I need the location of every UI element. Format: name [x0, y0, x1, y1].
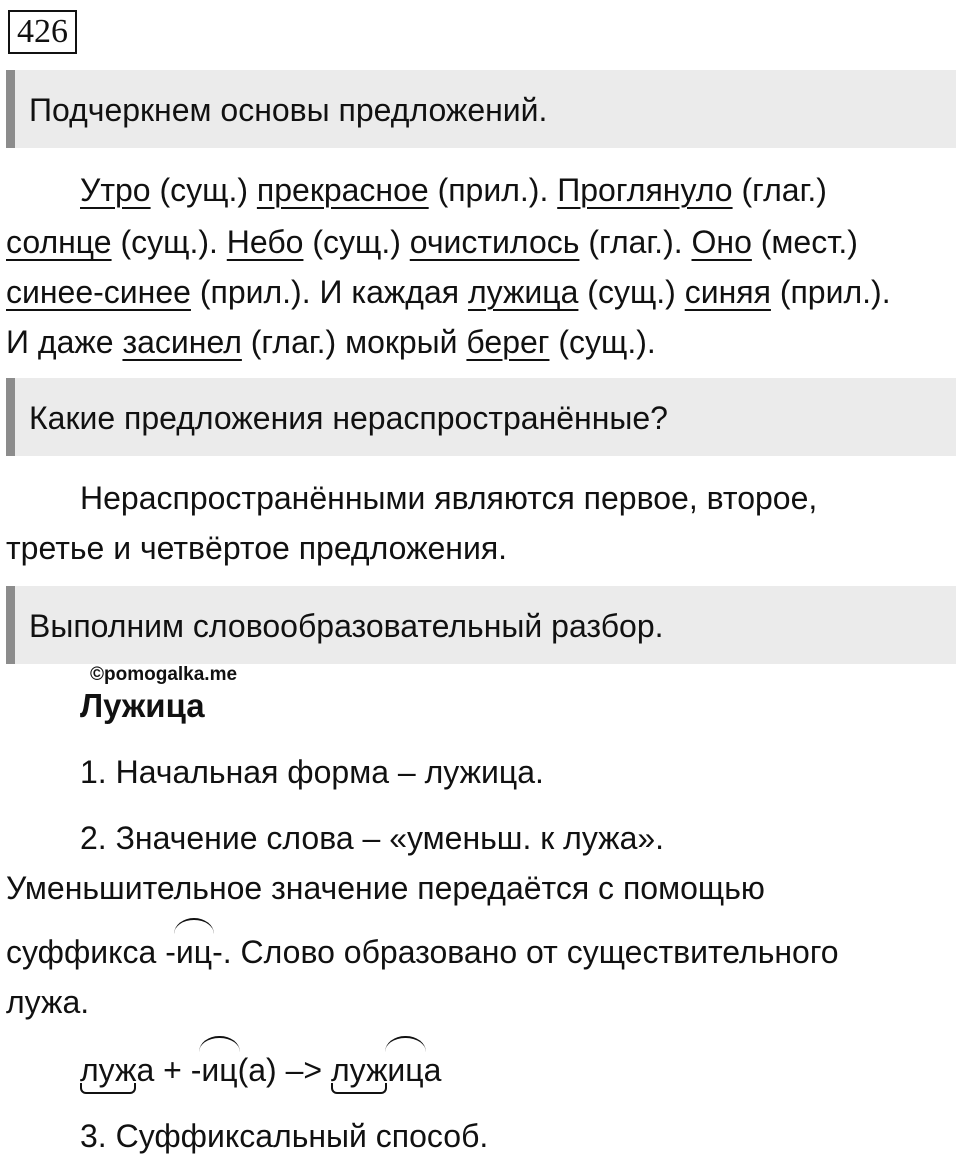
derivation-formula: лужа + -иц(а) –> лужица [80, 1052, 442, 1088]
question-2-text: Какие предложения нераспространённые? [29, 400, 668, 436]
suffix-mark: иц [201, 1052, 238, 1088]
question-bar-2 [6, 378, 956, 456]
sentence-line-1: Утро (сущ.) прекрасное (прил.). Проглянуло (глаг.) [80, 172, 827, 208]
suffix-mark: иц [175, 934, 213, 970]
answer-2-line-2: третье и четвёртое предложения. [6, 530, 508, 566]
sentence-line-4: И даже засинел (глаг.) мокрый берег (сущ.). [6, 324, 656, 360]
watermark: ©pomogalka.me [90, 664, 238, 685]
sentence-line-2: солнце (сущ.). Небо (сущ.) очистилось (глаг.). Оно (мест.) [6, 224, 858, 260]
root-mark: луж [330, 1052, 388, 1088]
point-2-line-4: лужа. [6, 984, 90, 1020]
root-mark: луж [80, 1052, 137, 1088]
question-3-text: Выполним словообразовательный разбор. [29, 608, 664, 644]
question-bar-3 [6, 586, 956, 664]
task-number: 426 [8, 10, 77, 54]
point-2-line-3: суффикса -иц-. Слово образовано от существительного [6, 934, 839, 970]
question-1-text: Подчеркнем основы предложений. [29, 92, 548, 128]
point-2-line-2: Уменьшительное значение передаётся с помощью [6, 870, 765, 906]
point-3: 3. Суффиксальный способ. [80, 1118, 489, 1154]
question-bar-1 [6, 70, 956, 148]
word-title: Лужица [80, 687, 205, 724]
answer-2-line-1: Нераспространёнными являются первое, второе, [80, 480, 818, 516]
sentence-line-3: синее-синее (прил.). И каждая лужица (сущ.) синяя (прил.). [6, 274, 891, 310]
point-2-line-1: 2. Значение слова – «уменьш. к лужа». [80, 820, 665, 856]
suffix-mark: иц [387, 1052, 424, 1088]
point-1: 1. Начальная форма – лужица. [80, 754, 544, 790]
